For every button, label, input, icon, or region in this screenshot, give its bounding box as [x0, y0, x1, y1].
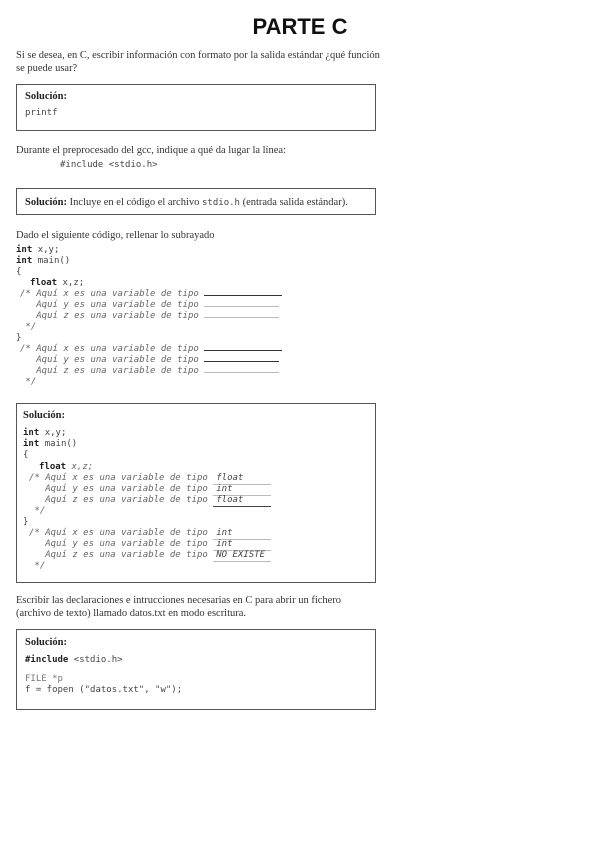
question-3-code — [16, 245, 316, 390]
code-vars: x,y; — [37, 245, 60, 255]
solution-box-1 — [16, 84, 376, 131]
blank-line — [204, 317, 279, 318]
question-2-text: Durante el preprocesado del gcc, indique a qué da lugar la línea: — [16, 145, 286, 156]
keyword-float: float — [30, 278, 58, 288]
solution-box-3 — [16, 403, 376, 583]
keyword-int: int — [23, 439, 40, 449]
solution-line — [25, 196, 348, 209]
keyword-int: int — [16, 245, 33, 255]
code-fvars: x,z; — [71, 462, 94, 472]
code-fvars: x,z; — [62, 278, 85, 288]
solution-label: Solución: — [25, 197, 68, 208]
solution-box-2 — [16, 188, 376, 215]
answer-blank: int — [213, 528, 271, 540]
page-title: PARTE C — [252, 14, 348, 39]
code-comment: /* Aquí x es una variable de tipo — [20, 344, 199, 354]
question-3-text: Dado el siguiente código, rellenar lo subrayado — [16, 230, 215, 241]
question-2-code: #include <stdio.h> — [60, 160, 158, 170]
keyword-int: int — [16, 256, 33, 266]
include-header: <stdio.h> — [73, 655, 123, 665]
solution-label: Solución: — [25, 91, 68, 102]
solution-text-pre: Incluye en el código el archivo — [69, 197, 200, 208]
keyword-int: int — [23, 428, 40, 438]
code-comment: Aquí y es una variable de tipo — [29, 539, 208, 549]
code-comment: Aquí z es una variable de tipo — [29, 550, 208, 560]
blank-line — [204, 372, 279, 373]
include-keyword: #include — [25, 655, 69, 665]
answer-blank: NO EXISTE — [213, 550, 271, 562]
code-comment: Aquí z es una variable de tipo — [20, 311, 199, 321]
code-comment-end: */ — [29, 561, 46, 571]
code-main: main() — [44, 439, 78, 449]
solution-code-line-2: f = fopen ("datos.txt", "w"); — [25, 685, 183, 695]
solution-code — [23, 428, 363, 578]
code-comment-end: */ — [29, 506, 46, 516]
blank-line — [204, 350, 282, 351]
code-vars: x,y; — [44, 428, 67, 438]
solution-text-post: (entrada salida estándar). — [242, 197, 348, 208]
solution-box-4 — [16, 629, 376, 710]
code-open-brace: { — [23, 450, 29, 460]
solution-code: stdio.h — [202, 198, 240, 208]
code-comment: Aquí y es una variable de tipo — [29, 484, 208, 494]
code-open-brace: { — [16, 267, 22, 277]
code-comment: Aquí y es una variable de tipo — [20, 300, 199, 310]
answer-blank: int — [213, 484, 271, 496]
answer-blank: float — [213, 473, 271, 485]
code-comment: Aquí z es una variable de tipo — [29, 495, 208, 505]
code-comment-end: */ — [20, 377, 37, 387]
solution-include-line — [25, 655, 123, 666]
code-main: main() — [37, 256, 71, 266]
answer-blank: float — [213, 495, 271, 507]
code-comment: /* Aquí x es una variable de tipo — [29, 473, 208, 483]
code-comment: Aquí z es una variable de tipo — [20, 366, 199, 376]
code-close-brace: } — [16, 333, 22, 343]
code-comment-end: */ — [20, 322, 37, 332]
code-comment: /* Aquí x es una variable de tipo — [29, 528, 208, 538]
answer-blank: int — [213, 539, 271, 551]
blank-line — [204, 306, 279, 307]
solution-code: printf — [25, 108, 58, 118]
code-close-brace: } — [23, 517, 29, 527]
blank-line — [204, 361, 279, 362]
question-4-text: Escribir las declaraciones e intrucciones necesarias en C para abrir un fichero (archivo de texto) llamado datos.txt en modo escritura. — [16, 595, 342, 619]
solution-label: Solución: — [25, 637, 68, 648]
keyword-float: float — [39, 462, 67, 472]
blank-line — [204, 295, 282, 296]
solution-code-line-1: FILE *p — [25, 674, 63, 684]
solution-label: Solución: — [23, 410, 66, 421]
question-1-text: Si se desea, en C, escribir información con formato por la salida estándar ¿qué función se puede usar? — [16, 50, 380, 74]
code-comment: /* Aquí x es una variable de tipo — [20, 289, 199, 299]
code-comment: Aquí y es una variable de tipo — [20, 355, 199, 365]
